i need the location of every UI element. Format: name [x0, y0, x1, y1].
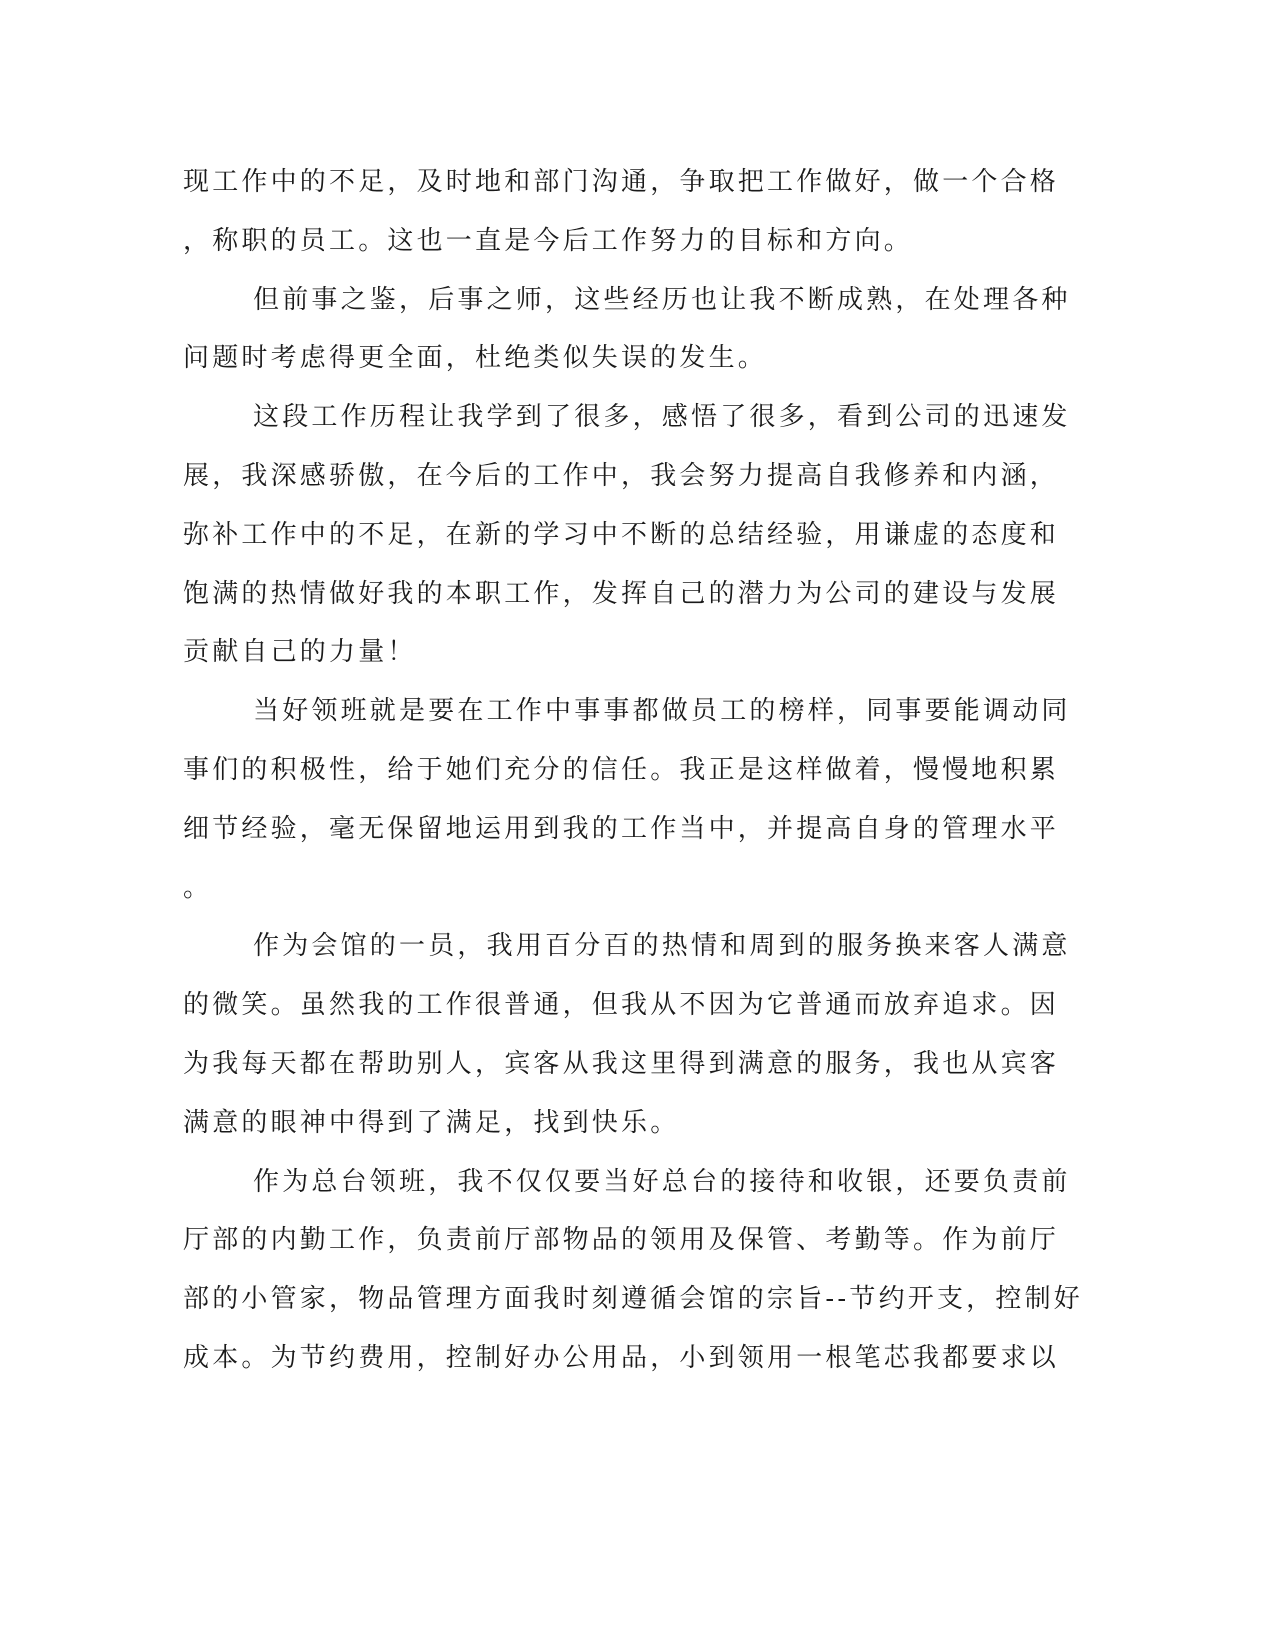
text-line: 为我每天都在帮助别人，宾客从我这里得到满意的服务，我也从宾客 — [183, 1048, 1060, 1079]
text-line: 部的小管家，物品管理方面我时刻遵循会馆的宗旨--节约开支，控制好 — [183, 1284, 1083, 1315]
paragraph-first-line: 作为会馆的一员，我用百分百的热情和周到的服务换来客人满意 — [253, 931, 1071, 962]
text-line: 问题时考虑得更全面，杜绝类似失误的发生。 — [183, 343, 768, 374]
text-line: 事们的积极性，给于她们充分的信任。我正是这样做着，慢慢地积累 — [183, 754, 1060, 785]
text-line: 细节经验，毫无保留地运用到我的工作当中，并提高自身的管理水平 — [183, 813, 1060, 844]
document-body — [183, 162, 1083, 1397]
text-line: 现工作中的不足，及时地和部门沟通，争取把工作做好，做一个合格 — [183, 167, 1060, 197]
paragraph-first-line: 这段工作历程让我学到了很多，感悟了很多，看到公司的迅速发 — [253, 402, 1071, 433]
text-line: 饱满的热情做好我的本职工作，发挥自己的潜力为公司的建设与发展 — [183, 578, 1060, 609]
text-line: 。 — [183, 872, 213, 903]
text-line: 弥补工作中的不足，在新的学习中不断的总结经验，用谦虚的态度和 — [183, 519, 1060, 550]
text-line: 厅部的内勤工作，负责前厅部物品的领用及保管、考勤等。作为前厅 — [183, 1225, 1060, 1256]
paragraph-first-line: 作为总台领班，我不仅仅要当好总台的接待和收银，还要负责前 — [253, 1166, 1071, 1197]
text-line: 满意的眼神中得到了满足，找到快乐。 — [183, 1107, 680, 1138]
text-line: 的微笑。虽然我的工作很普通，但我从不因为它普通而放弃追求。因 — [183, 990, 1060, 1021]
text-line: 贡献自己的力量！ — [183, 637, 417, 668]
text-line: 成本。为节约费用，控制好办公用品，小到领用一根笔芯我都要求以 — [183, 1342, 1060, 1373]
paragraph-first-line: 但前事之鉴，后事之师，这些经历也让我不断成熟，在处理各种 — [253, 284, 1071, 315]
text-line: ，称职的员工。这也一直是今后工作努力的目标和方向。 — [183, 225, 914, 256]
paragraph-first-line: 当好领班就是要在工作中事事都做员工的榜样，同事要能调动同 — [253, 696, 1071, 727]
text-line: 展，我深感骄傲，在今后的工作中，我会努力提高自我修养和内涵， — [183, 460, 1060, 491]
